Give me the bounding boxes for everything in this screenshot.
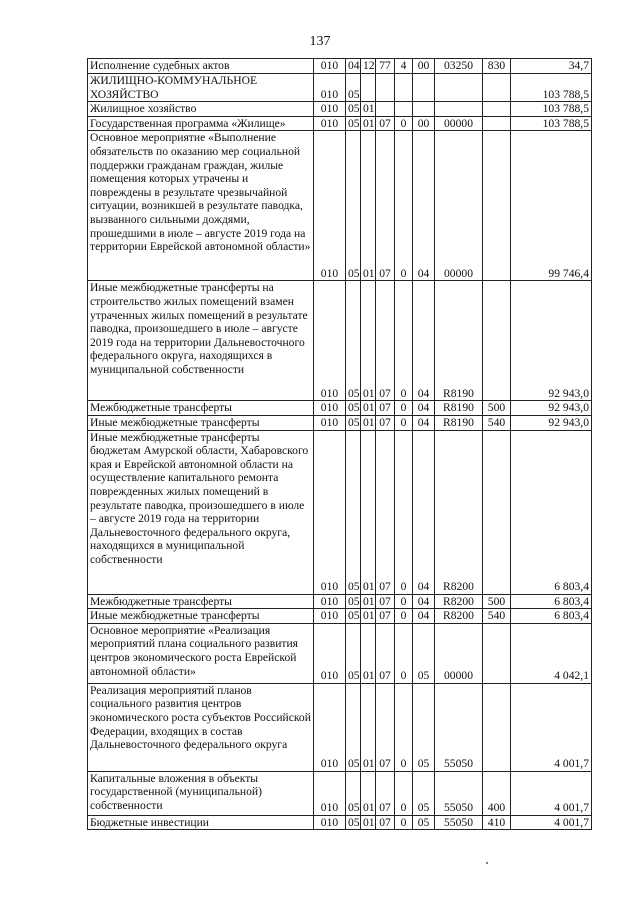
row-name: Иные межбюджетные трансферты (88, 609, 314, 624)
code-subsection: 01 (361, 401, 376, 416)
code-program: 07 (376, 415, 395, 430)
table-row (88, 609, 592, 624)
table-row (88, 116, 592, 131)
code-subprogram: 0 (395, 594, 413, 609)
code-section: 05 (346, 623, 361, 683)
table-row (88, 281, 592, 401)
row-name: Государственная программа «Жилище» (88, 116, 314, 131)
code-admin: 010 (314, 771, 346, 815)
code-expense-type: 400 (483, 771, 511, 815)
amount: 6 803,4 (511, 609, 592, 624)
code-subprogram: 0 (395, 415, 413, 430)
code-direction: R8190 (435, 401, 483, 416)
table-row (88, 623, 592, 683)
code-program: 07 (376, 594, 395, 609)
code-event: 05 (413, 683, 435, 771)
row-name: Межбюджетные трансферты (88, 594, 314, 609)
code-program: 07 (376, 609, 395, 624)
code-subsection: 12 (361, 59, 376, 74)
code-event (413, 102, 435, 117)
code-direction: R8200 (435, 609, 483, 624)
code-direction: R8200 (435, 594, 483, 609)
code-subsection: 01 (361, 131, 376, 281)
code-admin: 010 (314, 430, 346, 594)
code-admin: 010 (314, 609, 346, 624)
code-subprogram: 0 (395, 771, 413, 815)
row-name: Бюджетные инвестиции (88, 815, 314, 830)
code-event: 04 (413, 594, 435, 609)
code-event: 04 (413, 430, 435, 594)
code-section: 05 (346, 116, 361, 131)
code-program: 07 (376, 401, 395, 416)
code-expense-type: 500 (483, 401, 511, 416)
amount: 6 803,4 (511, 430, 592, 594)
code-admin: 010 (314, 623, 346, 683)
table-row (88, 131, 592, 281)
code-subprogram: 0 (395, 815, 413, 830)
code-expense-type (483, 623, 511, 683)
code-direction: 00000 (435, 116, 483, 131)
code-subprogram: 4 (395, 59, 413, 74)
code-admin: 010 (314, 74, 346, 102)
code-event: 05 (413, 771, 435, 815)
code-expense-type (483, 74, 511, 102)
code-subsection: 01 (361, 683, 376, 771)
code-admin: 010 (314, 59, 346, 74)
row-name: Жилищное хозяйство (88, 102, 314, 117)
code-subprogram: 0 (395, 430, 413, 594)
amount: 103 788,5 (511, 74, 592, 102)
code-admin: 010 (314, 401, 346, 416)
code-expense-type (483, 281, 511, 401)
code-section: 04 (346, 59, 361, 74)
table-row (88, 102, 592, 117)
table-row (88, 683, 592, 771)
code-section: 05 (346, 131, 361, 281)
code-subprogram: 0 (395, 683, 413, 771)
code-subprogram: 0 (395, 131, 413, 281)
code-subsection: 01 (361, 609, 376, 624)
code-direction: 55050 (435, 771, 483, 815)
code-program: 07 (376, 116, 395, 131)
code-direction: 00000 (435, 623, 483, 683)
code-event: 04 (413, 281, 435, 401)
code-expense-type: 410 (483, 815, 511, 830)
code-subsection: 01 (361, 102, 376, 117)
code-expense-type (483, 102, 511, 117)
code-program: 07 (376, 131, 395, 281)
code-event: 05 (413, 815, 435, 830)
code-direction (435, 102, 483, 117)
code-event: 04 (413, 609, 435, 624)
code-program (376, 102, 395, 117)
code-program: 07 (376, 430, 395, 594)
amount: 4 001,7 (511, 815, 592, 830)
amount: 103 788,5 (511, 116, 592, 131)
row-name: Основное мероприятие «Выполнение обязательств по оказанию мер социальной поддержки гражданам граждан, жилые помещения которых утрачены и повреждены в результате чрезвычайной ситуации, возникшей в результате паводка, вызванного сильными дождями, прошедшими в июле – августе 2019 года на территории Еврейской автономной области» (88, 131, 314, 281)
code-expense-type: 540 (483, 609, 511, 624)
code-event: 04 (413, 401, 435, 416)
amount: 4 042,1 (511, 623, 592, 683)
row-name: Реализация мероприятий планов социального развития центров экономического роста субъектов Российской Федерации, входящих в состав Дальневосточного федерального округа (88, 683, 314, 771)
table-row (88, 771, 592, 815)
code-section: 05 (346, 683, 361, 771)
code-subprogram: 0 (395, 623, 413, 683)
code-expense-type: 540 (483, 415, 511, 430)
code-section: 05 (346, 74, 361, 102)
table-row (88, 430, 592, 594)
code-subprogram (395, 102, 413, 117)
amount: 34,7 (511, 59, 592, 74)
table-row (88, 815, 592, 830)
row-name: ЖИЛИЩНО-КОММУНАЛЬНОЕ ХОЗЯЙСТВО (88, 74, 314, 102)
code-event: 04 (413, 131, 435, 281)
code-direction: R8200 (435, 430, 483, 594)
row-name: Межбюджетные трансферты (88, 401, 314, 416)
code-subsection (361, 74, 376, 102)
code-program: 07 (376, 281, 395, 401)
code-subprogram: 0 (395, 401, 413, 416)
code-subprogram (395, 74, 413, 102)
table-row (88, 415, 592, 430)
code-section: 05 (346, 815, 361, 830)
code-expense-type (483, 131, 511, 281)
code-subprogram: 0 (395, 281, 413, 401)
code-subsection: 01 (361, 771, 376, 815)
code-expense-type (483, 116, 511, 131)
code-direction (435, 74, 483, 102)
code-program: 07 (376, 771, 395, 815)
code-program: 07 (376, 683, 395, 771)
code-expense-type (483, 683, 511, 771)
amount: 99 746,4 (511, 131, 592, 281)
code-expense-type: 500 (483, 594, 511, 609)
code-subsection: 01 (361, 815, 376, 830)
code-event: 05 (413, 623, 435, 683)
code-event: 04 (413, 415, 435, 430)
code-admin: 010 (314, 415, 346, 430)
code-program: 07 (376, 815, 395, 830)
code-section: 05 (346, 771, 361, 815)
code-admin: 010 (314, 116, 346, 131)
table-body (88, 59, 592, 830)
code-admin: 010 (314, 815, 346, 830)
amount: 6 803,4 (511, 594, 592, 609)
row-name: Иные межбюджетные трансферты (88, 415, 314, 430)
code-admin: 010 (314, 594, 346, 609)
code-expense-type (483, 430, 511, 594)
row-name: Основное мероприятие «Реализация мероприятий плана социального развития центров экономического роста Еврейской автономной области» (88, 623, 314, 683)
code-section: 05 (346, 430, 361, 594)
code-subsection: 01 (361, 281, 376, 401)
code-program (376, 74, 395, 102)
code-direction: 00000 (435, 131, 483, 281)
row-name: Иные межбюджетные трансферты бюджетам Амурской области, Хабаровского края и Еврейской автономной области на осуществление капитального ремонта поврежденных жилых помещений в результате паводка, произошедшего в июле – августе 2019 года на территории Дальневосточного федерального округа, находящихся в муниципальной собственности (88, 430, 314, 594)
table-row (88, 401, 592, 416)
code-subsection: 01 (361, 623, 376, 683)
code-section: 05 (346, 102, 361, 117)
code-event (413, 74, 435, 102)
code-program: 77 (376, 59, 395, 74)
code-subsection: 01 (361, 430, 376, 594)
code-subsection: 01 (361, 116, 376, 131)
code-section: 05 (346, 609, 361, 624)
scan-mark (486, 862, 488, 864)
code-admin: 010 (314, 102, 346, 117)
amount: 92 943,0 (511, 415, 592, 430)
page-number: 137 (309, 34, 331, 49)
code-event: 00 (413, 116, 435, 131)
code-section: 05 (346, 415, 361, 430)
table-row (88, 59, 592, 74)
code-subsection: 01 (361, 594, 376, 609)
code-expense-type: 830 (483, 59, 511, 74)
row-name: Иные межбюджетные трансферты на строительство жилых помещений взамен утраченных жилых помещений в результате паводка, произошедшего в июле – августе 2019 года на территории Дальневосточного федерального округа, находящихся в муниципальной собственности (88, 281, 314, 401)
amount: 92 943,0 (511, 401, 592, 416)
table-row (88, 594, 592, 609)
code-direction: 55050 (435, 815, 483, 830)
code-direction: 03250 (435, 59, 483, 74)
code-direction: R8190 (435, 281, 483, 401)
code-section: 05 (346, 401, 361, 416)
row-name: Исполнение судебных актов (88, 59, 314, 74)
code-direction: R8190 (435, 415, 483, 430)
row-name: Капитальные вложения в объекты государственной (муниципальной) собственности (88, 771, 314, 815)
code-subsection: 01 (361, 415, 376, 430)
budget-table (87, 58, 592, 830)
code-subprogram: 0 (395, 116, 413, 131)
code-admin: 010 (314, 281, 346, 401)
amount: 4 001,7 (511, 771, 592, 815)
code-event: 00 (413, 59, 435, 74)
amount: 4 001,7 (511, 683, 592, 771)
amount: 92 943,0 (511, 281, 592, 401)
amount: 103 788,5 (511, 102, 592, 117)
table-row (88, 74, 592, 102)
code-subprogram: 0 (395, 609, 413, 624)
code-admin: 010 (314, 131, 346, 281)
code-section: 05 (346, 281, 361, 401)
code-program: 07 (376, 623, 395, 683)
code-section: 05 (346, 594, 361, 609)
code-admin: 010 (314, 683, 346, 771)
code-direction: 55050 (435, 683, 483, 771)
